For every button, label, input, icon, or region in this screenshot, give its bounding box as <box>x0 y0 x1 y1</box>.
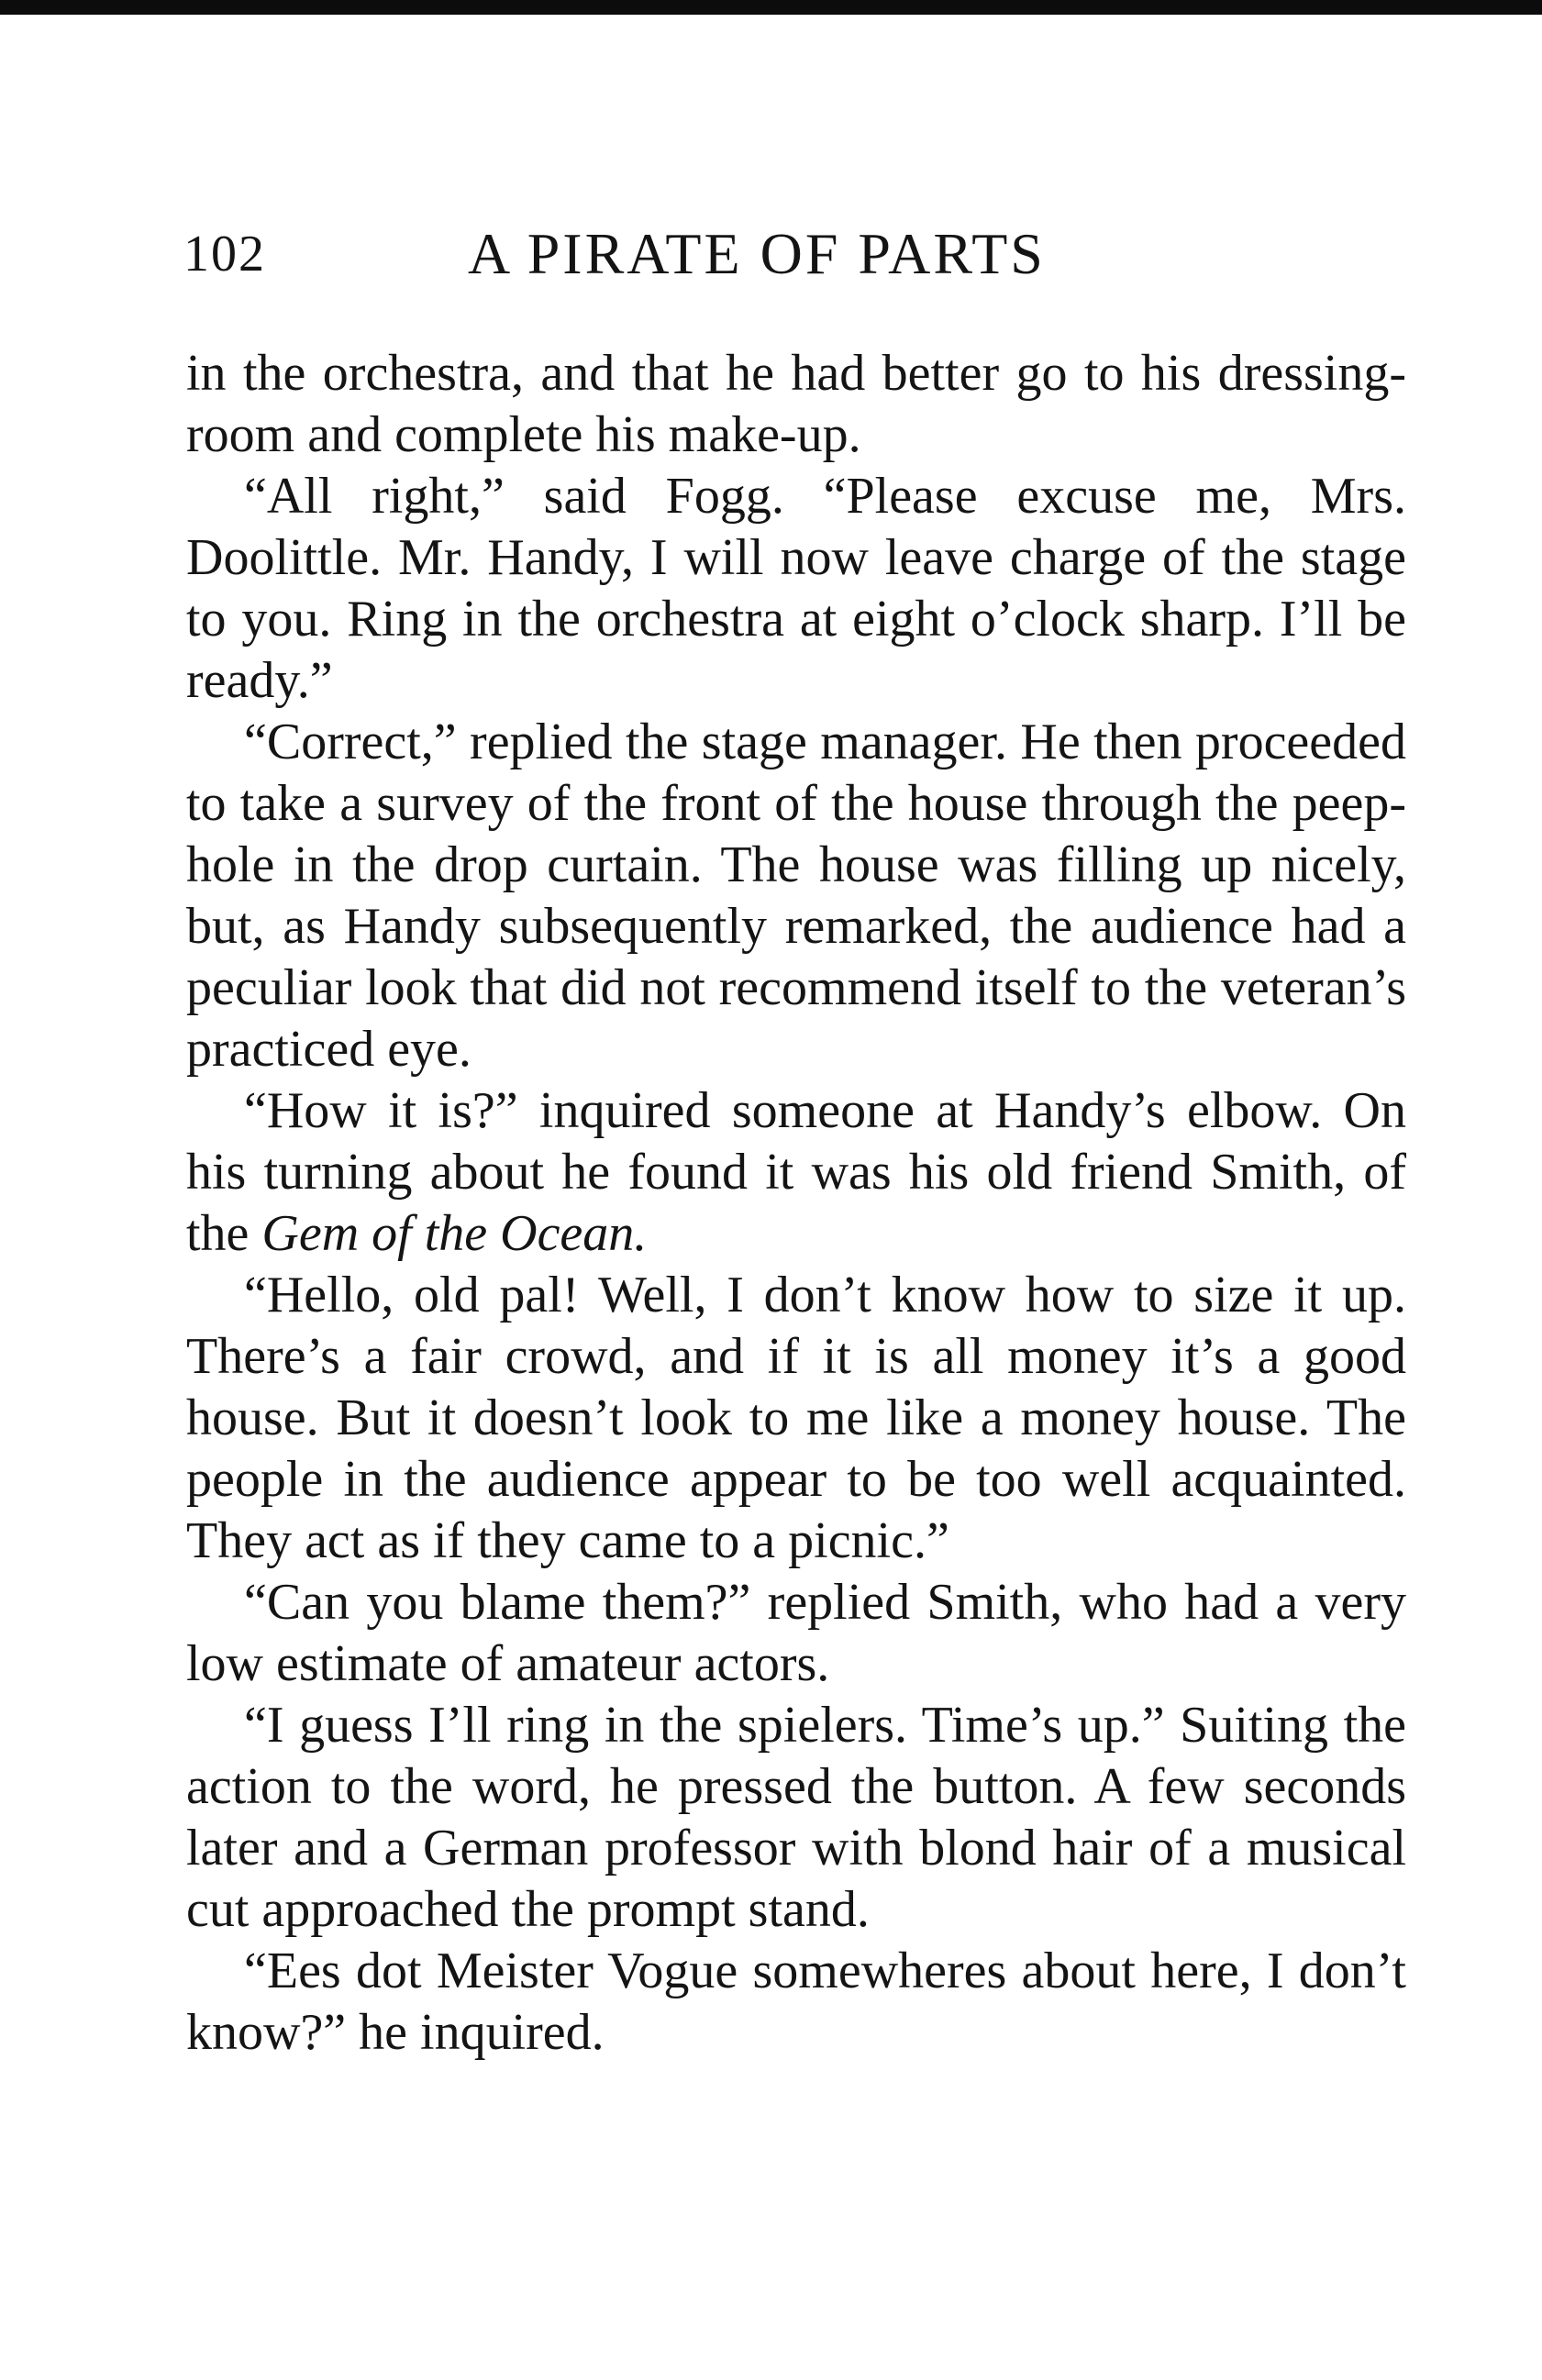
ship-name-italic: Gem of the Ocean. <box>261 1205 648 1262</box>
page-number: 102 <box>183 226 266 282</box>
paragraph-continuation: in the orchestra, and that he had better go to his dressing-room and complete his make-up. <box>186 345 1406 463</box>
top-edge-rule <box>0 0 1542 15</box>
page-header <box>183 213 1403 295</box>
paragraph-text: “How it is?” inquired someone at Handy’s elbow. On his turning about he found it was his old friend Smith, of the <box>186 1082 1406 1262</box>
paragraph <box>186 1080 1406 1265</box>
paragraph: “All right,” said Fogg. “Please excuse me, Mrs. Doolittle. Mr. Handy, I will now leave charge of the stage to you. Ring in the orchestra at eight o’clock sharp. I’ll be ready.” <box>186 468 1406 709</box>
paragraph: “Can you blame them?” replied Smith, who had a very low estimate of amateur actors. <box>186 1574 1406 1692</box>
paragraph: “Hello, old pal! Well, I don’t know how to size it up. There’s a fair crowd, and if it is all money it’s a good house. But it doesn’t look to me like a money house. The people in the audience appear to be too well acquainted. They act as if they came to a picnic.” <box>186 1267 1406 1569</box>
running-title: A PIRATE OF PARTS <box>468 221 1046 286</box>
paragraph: “I guess I’ll ring in the spielers. Time’s up.” Suiting the action to the word, he pressed the button. A few seconds later and a German professor with blond hair of a musical cut approached the prompt stand. <box>186 1697 1406 1938</box>
body-text <box>186 343 1406 2064</box>
paragraph: “Correct,” replied the stage manager. He then proceeded to take a survey of the front of the house through the peep-hole in the drop curtain. The house was filling up nicely, but, as Handy subsequently remarked, the audience had a peculiar look that did not recommend itself to the veteran’s practiced eye. <box>186 714 1406 1078</box>
paragraph: “Ees dot Meister Vogue somewheres about here, I don’t know?” he inquired. <box>186 1943 1406 2061</box>
